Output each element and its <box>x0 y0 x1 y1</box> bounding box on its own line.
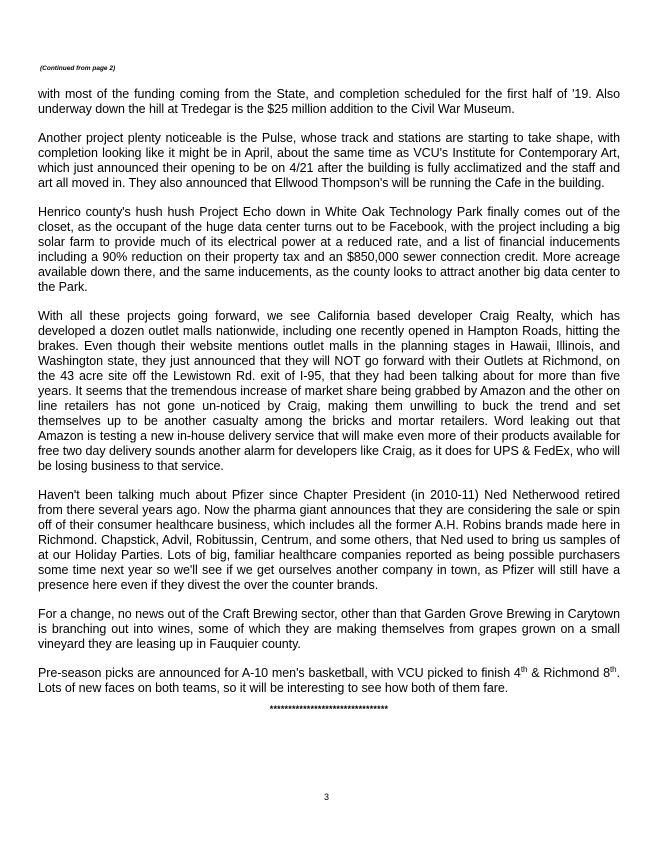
section-separator: ******************************** <box>269 703 389 714</box>
paragraph-project-echo: Henrico county's hush hush Project Echo down in White Oak Technology Park finally comes out of the closet, as the occupant of the huge data center turns out to be Facebook, with the project including a big solar farm to provide much of its electrical power at a reduced rate, and a list of financial inducements including a 90% reduction on their property tax and an $850,000 sewer connection credit. More acreage available down there, and the same inducements, as the county looks to attract another big data center to the Park. <box>38 204 620 294</box>
paragraph-basketball <box>38 666 620 696</box>
page-number: 3 <box>323 792 329 802</box>
page-content <box>38 66 620 714</box>
basketball-text-1: Pre-season picks are announced for A-10 men's basketball, with VCU picked to finish 4 <box>38 665 521 680</box>
basketball-text-3: . Lots of new faces on both teams, so it will be interesting to see how both of them fare. <box>38 665 620 695</box>
continued-note: (Continued from page 2) <box>40 65 116 72</box>
paragraph-pfizer: Haven't been talking much about Pfizer since Chapter President (in 2010-11) Ned Netherwood retired from there several years ago. Now the pharma giant announces that they are considering the sale or spin off of their consumer healthcare business, which includes all the former A.H. Robins brands made here in Richmond. Chapstick, Advil, Robitussin, Centrum, and some others, that Ned used to bring us samples of at our Holiday Parties. Lots of big, familiar healthcare companies reported as being possible purchasers some time next year so we'll see if we get ourselves another company in town, as Pfizer will still have a presence here even if they divest the over the counter brands. <box>38 487 620 592</box>
superscript-th: th <box>609 664 617 674</box>
paragraph-craig-realty: With all these projects going forward, we see California based developer Craig Realty, which has developed a dozen outlet malls nationwide, including one recently opened in Hampton Roads, hitting the brakes. Even though their website mentions outlet malls in the planning stages in Hawaii, Illinois, and Washington state, they just announced that they will NOT go forward with their Outlets at Richmond, on the 43 acre site off the Lewistown Rd. exit of I-95, that they had been talking about for more than five years. It seems that the tremendous increase of market share being grabbed by Amazon and the other on line retailers has not gone un-noticed by Craig, making them unwilling to buck the trend and set themselves up to be another casualty among the bricks and mortar retailers. Word leaking out that Amazon is testing a new in-house delivery service that will make even more of their products available for free two day delivery sounds another alarm for developers like Craig, as it does for UPS & FedEx, who will be losing business to that service. <box>38 308 620 473</box>
paragraph-pulse: Another project plenty noticeable is the Pulse, whose track and stations are starting to take shape, with completion looking like it might be in April, about the same time as VCU's Institute for Contemporary Art, which just announced their opening to be on 4/21 after the building is fully acclimatized and the staff and art all moved in. They also announced that Ellwood Thompson's will be running the Cafe in the building. <box>38 130 620 190</box>
superscript-th: th <box>520 664 528 674</box>
basketball-text-2: & Richmond 8 <box>527 665 610 680</box>
paragraph-museum: with most of the funding coming from the State, and completion scheduled for the first half of '19. Also underway down the hill at Tredegar is the $25 million addition to the Civil War Museum. <box>38 86 620 116</box>
paragraph-craft-brewing: For a change, no news out of the Craft Brewing sector, other than that Garden Grove Brewing in Carytown is branching out into wines, some of which they are making themselves from grapes grown on a small vineyard they are leasing up in Fauquier county. <box>38 606 620 651</box>
